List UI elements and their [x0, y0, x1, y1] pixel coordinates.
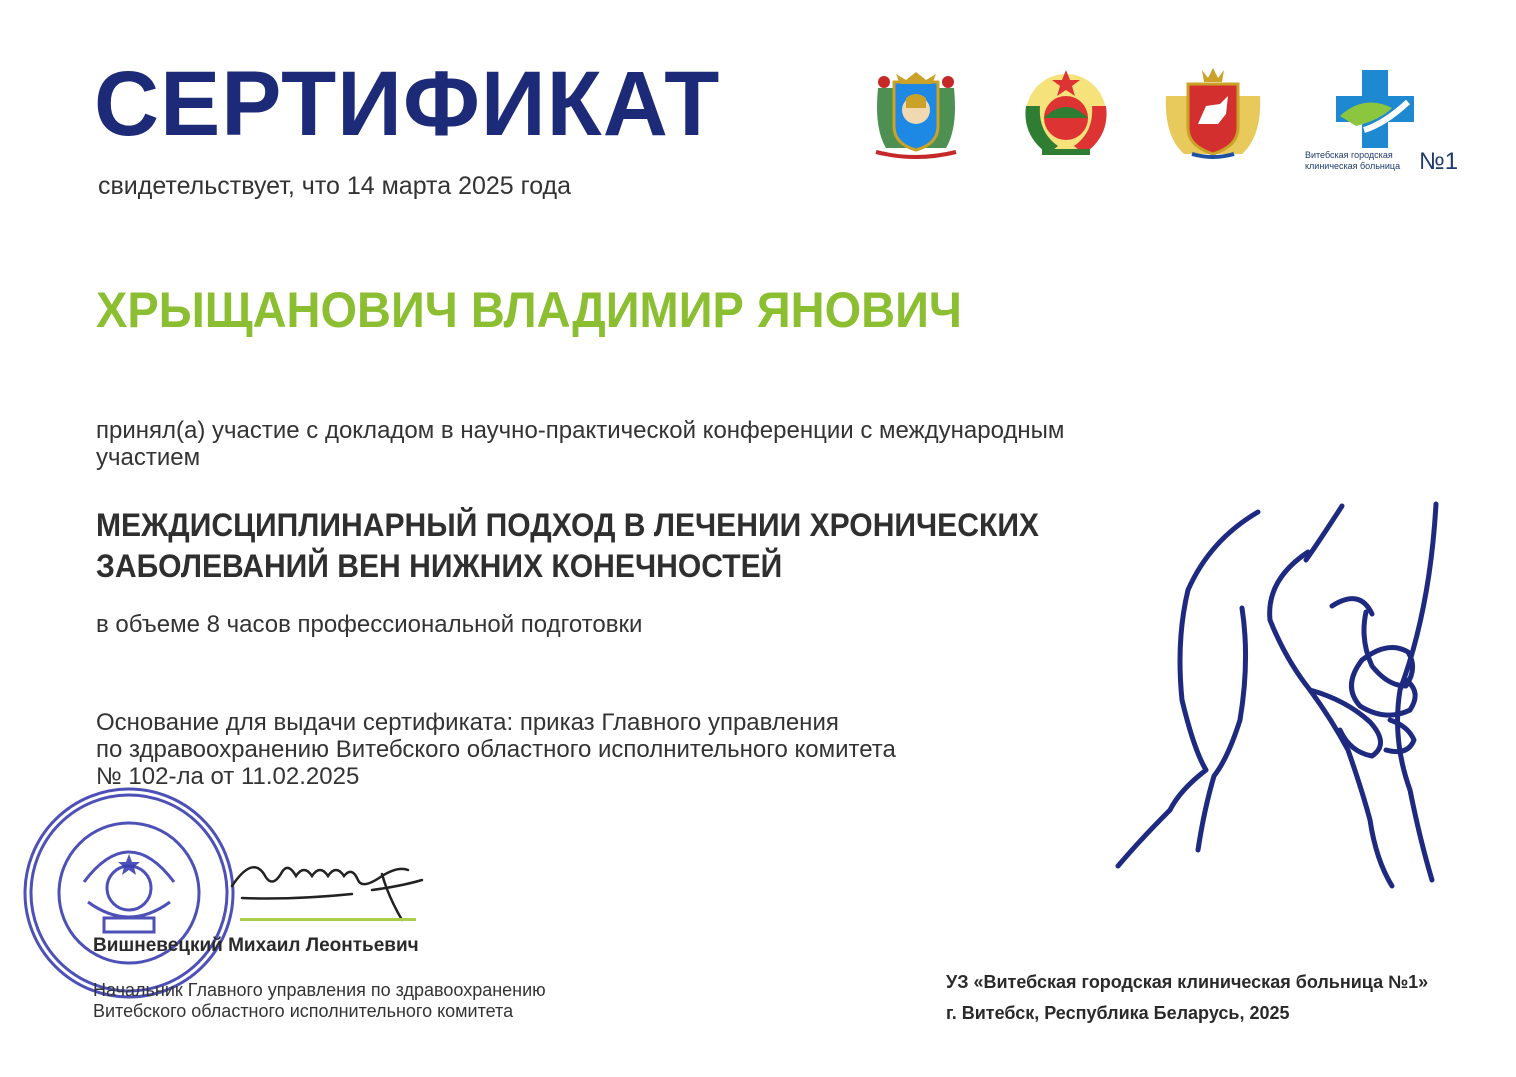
hospital-logo-text: Витебская городская клиническая больница — [1305, 150, 1401, 171]
issuer-info — [946, 967, 1428, 1029]
official-stamp-icon — [18, 782, 240, 1004]
belarus-emblem-icon — [1018, 66, 1114, 160]
certificate-title: СЕРТИФИКАТ — [94, 53, 721, 155]
issuer-name: УЗ «Витебская городская клиническая больница №1» — [946, 972, 1429, 992]
training-volume: в объеме 8 часов профессиональной подготовки — [96, 611, 643, 638]
vitebsk-region-coat-of-arms-icon — [1162, 66, 1264, 160]
vitebsk-coat-of-arms-icon — [866, 68, 966, 160]
legs-drawing-icon — [1110, 490, 1460, 900]
signature-icon — [212, 846, 432, 926]
signer-position: Начальник Главного управления по здравоохранению Витебского областного исполнительного комитета — [93, 980, 546, 1021]
hospital-logo-number: №1 — [1419, 148, 1459, 175]
participation-text: принял(а) участие с докладом в научно-практической конференции с международным участием — [96, 417, 1065, 471]
basis-line: № 102-ла от 11.02.2025 — [96, 763, 360, 790]
hospital-cross-logo-icon — [1334, 68, 1416, 150]
attests-text: свидетельствует, что 14 марта 2025 года — [98, 172, 572, 200]
signer-name: Вишневецкий Михаил Леонтьевич — [93, 935, 419, 956]
issuance-basis — [96, 709, 996, 790]
basis-line: по здравоохранению Витебского областного исполнительного комитета — [96, 736, 896, 763]
conference-title: МЕЖДИСЦИПЛИНАРНЫЙ ПОДХОД В ЛЕЧЕНИИ ХРОНИЧЕСКИХ ЗАБОЛЕВАНИЙ ВЕН НИЖНИХ КОНЕЧНОСТЕЙ — [96, 507, 1039, 584]
signature-line — [240, 918, 416, 921]
issuer-location: г. Витебск, Республика Беларусь, 2025 — [946, 1003, 1290, 1023]
basis-line: Основание для выдачи сертификата: приказ Главного управления — [96, 709, 839, 736]
recipient-name: ХРЫЩАНОВИЧ ВЛАДИМИР ЯНОВИЧ — [96, 282, 962, 338]
